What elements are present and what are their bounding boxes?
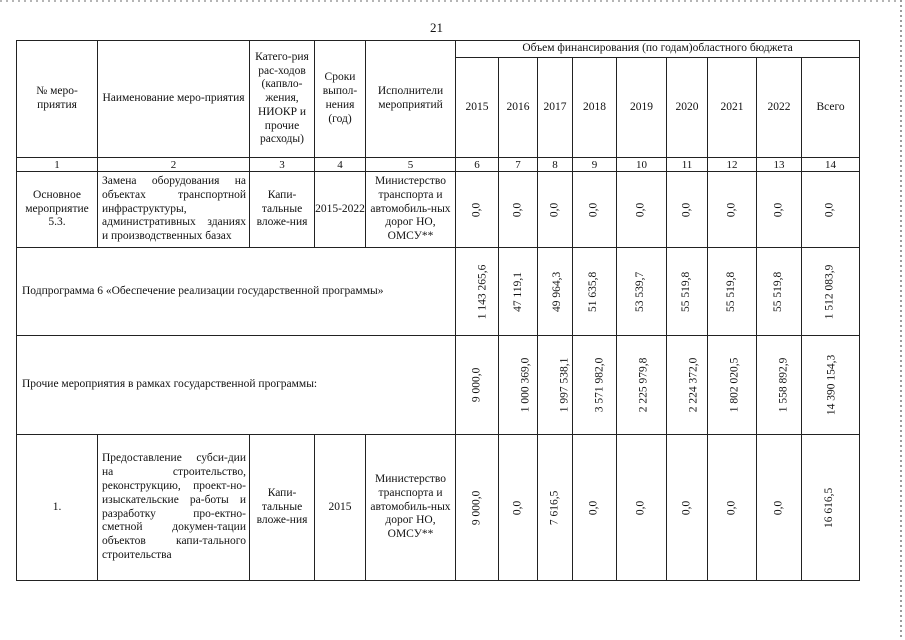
column-number: 9: [573, 158, 617, 172]
column-number: 1: [17, 158, 98, 172]
value-cell: [667, 435, 708, 581]
row-number: 1.: [17, 435, 98, 581]
value-cell: [667, 248, 708, 336]
value-cell: [499, 435, 538, 581]
value-2017: 7 616,5: [548, 490, 561, 525]
value-2017: 49 964,3: [551, 271, 564, 312]
value-2015: 9 000,0: [470, 367, 483, 403]
scan-top-edge: [0, 0, 905, 2]
row-title: Прочие мероприятия в рамках государственной программы:: [17, 336, 456, 435]
header-year: 2019: [617, 58, 667, 158]
row-executors: Министерство транспорта и автомобиль-ных дорог НО, ОМСУ**: [366, 435, 456, 581]
header-year: 2015: [456, 58, 499, 158]
value-2018: 0,0: [587, 202, 600, 217]
row-number: Основное мероприятие 5.3.: [17, 172, 98, 248]
value-total: 14 390 154,3: [825, 354, 838, 416]
value-2021: 0,0: [725, 500, 738, 515]
column-number: 13: [757, 158, 802, 172]
value-2018: 51 635,8: [587, 271, 600, 312]
header-year: 2016: [499, 58, 538, 158]
table-row: [17, 172, 860, 248]
header-col-category: Катего-рия рас-ходов (капвло-жения, НИОКР и прочие расходы): [250, 41, 315, 158]
value-cell: [667, 336, 708, 435]
value-cell: [708, 172, 757, 248]
value-cell: [617, 248, 667, 336]
header-col-num: № меро-приятия: [17, 41, 98, 158]
row-executors: Министерство транспорта и автомобиль-ных дорог НО, ОМСУ**: [366, 172, 456, 248]
header-year: 2021: [708, 58, 757, 158]
column-number: 4: [315, 158, 366, 172]
scan-right-edge: [900, 0, 902, 640]
column-number: 12: [708, 158, 757, 172]
header-year: 2017: [538, 58, 573, 158]
header-year: 2018: [573, 58, 617, 158]
value-2019: 53 539,7: [634, 271, 647, 312]
column-number: 11: [667, 158, 708, 172]
value-cell: [456, 248, 499, 336]
value-2020: 0,0: [680, 500, 693, 515]
value-cell: [757, 435, 802, 581]
value-2016: 47 119,1: [512, 271, 525, 312]
value-cell: [456, 336, 499, 435]
value-2018: 0,0: [587, 500, 600, 515]
value-cell: [708, 435, 757, 581]
value-total: 16 616,5: [823, 487, 836, 528]
value-2021: 55 519,8: [725, 271, 738, 312]
row-category: Капи-тальные вложе-ния: [250, 172, 315, 248]
value-cell: [499, 172, 538, 248]
value-2019: 2 225 979,8: [637, 357, 650, 413]
header-year: 2020: [667, 58, 708, 158]
header-col-executors: Исполнители мероприятий: [366, 41, 456, 158]
value-cell: [802, 248, 860, 336]
page-number: 21: [430, 20, 443, 35]
value-total: 1 512 083,9: [823, 264, 836, 319]
value-cell: [573, 248, 617, 336]
value-cell: [802, 172, 860, 248]
table-row: [17, 435, 860, 581]
column-number: 7: [499, 158, 538, 172]
row-name: Замена оборудования на объектах транспортной инфраструктуры, административных зданиях и производственных базах: [98, 172, 250, 248]
value-cell: [802, 435, 860, 581]
column-number: 2: [98, 158, 250, 172]
row-period: 2015: [315, 435, 366, 581]
value-2016: 1 000 369,0: [519, 357, 532, 413]
value-cell: [757, 336, 802, 435]
value-cell: [757, 172, 802, 248]
value-cell: [456, 172, 499, 248]
header-funding-group: Объем финансирования (по годам)областного бюджета: [456, 41, 860, 58]
value-cell: [667, 172, 708, 248]
row-period: 2015-2022: [315, 172, 366, 248]
column-number: 3: [250, 158, 315, 172]
value-2022: 0,0: [772, 202, 785, 217]
column-number: 6: [456, 158, 499, 172]
row-name: Предоставление субси-дии на строительство, реконструкцию, проект-но-изыскательские ра-боты и разработку про-ектно-сметной докумен-тации объектов капи-тального строительства: [98, 435, 250, 581]
value-2019: 0,0: [634, 202, 647, 217]
header-col-period: Сроки выпол-нения (год): [315, 41, 366, 158]
value-2021: 1 802 020,5: [728, 357, 741, 413]
value-2017: 1 997 538,1: [558, 357, 571, 413]
value-cell: [708, 248, 757, 336]
value-2020: 0,0: [680, 202, 693, 217]
value-cell: [617, 435, 667, 581]
value-2020: 2 224 372,0: [687, 357, 700, 413]
value-2015: 0,0: [470, 202, 483, 217]
funding-table: [16, 40, 860, 581]
column-number: 14: [802, 158, 860, 172]
value-2015: 1 143 265,6: [476, 264, 489, 319]
value-cell: [802, 336, 860, 435]
header-total: Всего: [802, 58, 860, 158]
value-cell: [573, 172, 617, 248]
value-cell: [499, 248, 538, 336]
value-cell: [617, 172, 667, 248]
value-cell: [499, 336, 538, 435]
header-year: 2022: [757, 58, 802, 158]
value-cell: [538, 336, 573, 435]
table-row: [17, 248, 860, 336]
value-2022: 0,0: [772, 500, 785, 515]
value-2020: 55 519,8: [680, 271, 693, 312]
column-number: 8: [538, 158, 573, 172]
value-cell: [757, 248, 802, 336]
value-2022: 1 558 892,9: [777, 357, 790, 413]
value-cell: [617, 336, 667, 435]
value-cell: [538, 248, 573, 336]
value-cell: [538, 172, 573, 248]
value-total: 0,0: [823, 202, 836, 217]
value-cell: [573, 435, 617, 581]
value-2021: 0,0: [725, 202, 738, 217]
value-2015: 9 000,0: [470, 490, 483, 525]
value-2016: 0,0: [511, 202, 524, 217]
value-2022: 55 519,8: [772, 271, 785, 312]
value-2018: 3 571 982,0: [593, 357, 606, 413]
header-col-name: Наименование меро-приятия: [98, 41, 250, 158]
value-cell: [456, 435, 499, 581]
table-row: [17, 336, 860, 435]
value-2016: 0,0: [511, 500, 524, 515]
column-number: 5: [366, 158, 456, 172]
value-2017: 0,0: [548, 202, 561, 217]
row-category: Капи-тальные вложе-ния: [250, 435, 315, 581]
value-2019: 0,0: [634, 500, 647, 515]
value-cell: [708, 336, 757, 435]
value-cell: [538, 435, 573, 581]
column-number: 10: [617, 158, 667, 172]
value-cell: [573, 336, 617, 435]
row-title: Подпрограмма 6 «Обеспечение реализации государственной программы»: [17, 248, 456, 336]
